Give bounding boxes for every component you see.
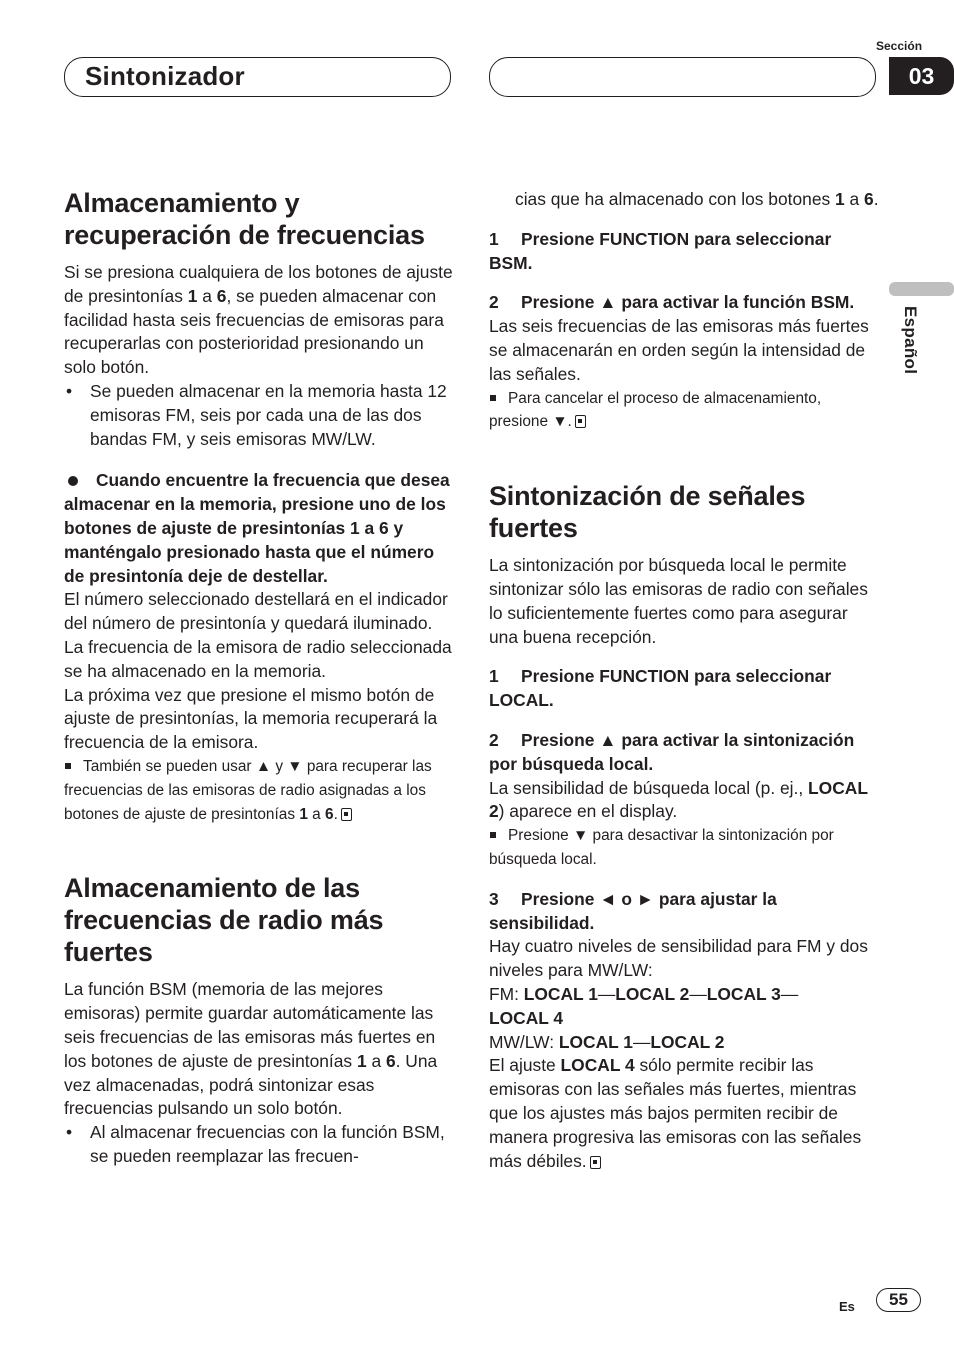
text-bold: LOCAL 1 [523,983,598,1004]
note-square-icon [490,832,496,838]
text-bold: 6 [864,189,874,209]
step-text: Presione ◄ o ► para ajustar la sensibilidad. [489,888,777,933]
step-local-2 [489,729,879,777]
step-text: Presione FUNCTION para seleccionar LOCAL. [489,666,832,711]
text: a [197,285,217,306]
text: MW/LW: [489,1031,559,1052]
step-number: 3 [489,888,499,909]
dash: — [632,1031,651,1052]
section-title-frame [64,57,451,97]
seccion-label: Sección [876,39,923,53]
paragraph: El número seleccionado destellará en el indicador del número de presintonía y quedará iluminado. La frecuencia de la emisora de radio seleccionada se ha almacenado en la memoria. [64,589,452,681]
end-mark-icon [341,808,352,821]
step-dot-icon [68,476,78,486]
text-bold: 6 [325,805,334,823]
intro-paragraph [64,261,454,380]
text-bold: 1 [187,285,198,306]
text: a [366,1050,386,1071]
text: El ajuste [489,1055,561,1076]
text-bold: 1 [835,189,845,209]
note [489,387,879,435]
end-mark-icon [590,1156,601,1169]
dash: — [689,983,707,1004]
end-mark-icon [575,415,586,428]
text-bold: LOCAL 2 [650,1031,725,1052]
note [489,824,879,872]
language-label: Español [901,306,920,375]
dash: — [597,983,616,1004]
mw-levels [489,1031,879,1055]
text-bold: 6 [216,285,227,306]
step-text: Presione ▲ para activar la sintonización por búsqueda local. [489,729,855,774]
step-number: 1 [489,666,499,687]
text: . [873,189,879,209]
text-bold: LOCAL 2 [489,777,868,822]
text: ) aparece en el display. [498,801,678,822]
text: La función BSM (memoria de las mejores emisoras) permite guardar automáticamente las seis frecuencias de las emisoras más fuertes en los botones de ajuste de presintonías [64,979,436,1071]
step-bsm-1 [489,228,879,276]
text-bold: LOCAL 1 [558,1031,633,1052]
step-number: 2 [489,292,499,313]
step-local-3 [489,888,879,936]
text: FM: [489,983,524,1004]
text: . Una vez almacenadas, podrá sintonizar esas frecuencias pulsando un solo botón. [64,1050,438,1119]
spacer [64,826,454,872]
note-square-icon [490,395,496,401]
step-bsm-2 [489,291,879,315]
text: , se pueden almacenar con facilidad hasta seis frecuencias de emisoras para recuperarlas con posterioridad presionando un solo botón. [64,285,444,378]
step-store-frequency [64,469,454,588]
heading-almacenamiento-recuperacion: Almacenamiento y recuperación de frecuencias [64,188,425,250]
paragraph: Las seis frecuencias de las emisoras más fuertes se almacenarán en orden según la intensidad de las señales. [489,316,869,384]
paragraph [64,978,454,1121]
step-text: Presione FUNCTION para seleccionar BSM. [489,228,832,273]
paragraph: Hay cuatro niveles de sensibilidad para FM y dos niveles para MW/LW: [489,936,868,981]
step-local-1 [489,665,879,713]
left-column [64,187,454,1169]
text: a [307,805,325,823]
text-bold: LOCAL 3 [706,983,781,1004]
heading-almacenamiento-bsm: Almacenamiento de las frecuencias de radio más fuertes [64,873,384,968]
text-bold: LOCAL 2 [615,983,690,1004]
text-bold: LOCAL 4 [489,1007,564,1028]
text: . [333,805,338,823]
right-column [489,188,879,1173]
paragraph [489,777,879,825]
paragraph: La próxima vez que presione el mismo botón de ajuste de presintonías, la memoria recuperará la frecuencia de la emisora. [64,684,438,753]
note-square-icon [65,763,71,769]
paragraph [489,1054,879,1173]
text-bold: 1 [356,1050,367,1071]
spacer [489,434,879,480]
text: Para cancelar el proceso de almacenamiento, presione ▼. [489,389,822,431]
step-number: 1 [489,228,499,249]
language-tab [889,282,954,296]
text: a [844,189,865,209]
text-bold: LOCAL 4 [560,1055,635,1076]
text: La sensibilidad de búsqueda local (p. ej., [489,777,809,798]
dash: — [780,983,799,1004]
section-title: Sintonizador [85,61,245,91]
text: cias que ha almacenado con los botones [515,189,836,209]
text: Presione ▼ para desactivar la sintonización por búsqueda local. [489,827,834,868]
continued-bullet [489,188,879,212]
text-bold: 1 [299,805,308,823]
fm-levels [489,983,879,1031]
page-number: 55 [876,1288,921,1312]
text: sólo permite recibir las emisoras con las señales más fuertes, mientras que los ajustes más bajos permiten recibir de manera progresiva las emisoras con las señales más débiles. [489,1055,862,1171]
bullet-item: • Al almacenar frecuencias con la función BSM, se pueden reemplazar las frecuen- [64,1121,454,1169]
step-number: 2 [489,729,499,750]
header-empty-frame [489,57,876,97]
note [64,755,454,826]
paragraph: La sintonización por búsqueda local le permite sintonizar sólo las emisoras de radio con señales lo suficientemente fuertes como para asegurar una buena recepción. [489,555,868,647]
step-text: Presione ▲ para activar la función BSM. [521,292,855,313]
bullet-item: • Se pueden almacenar en la memoria hasta 12 emisoras FM, seis por cada una de las dos bandas FM, y seis emisoras MW/LW. [64,380,454,451]
footer-language-code: Es [839,1299,855,1314]
section-number-badge: 03 [889,57,954,95]
text: También se pueden usar ▲ y ▼ para recuperar las frecuencias de las emisoras de radio asignadas a los botones de ajuste de presintonías [64,757,432,823]
heading-sintonizacion-senales: Sintonización de señales fuertes [489,481,806,544]
text: Si se presiona cualquiera de los botones de ajuste de presintonías [64,262,453,306]
step-text: Cuando encuentre la frecuencia que desea almacenar en la memoria, presione uno de los botones de ajuste de presintonías 1 a 6 y manténgalo presionado hasta que el número de presintonía deje de destellar. [64,470,450,586]
text-bold: 6 [385,1050,396,1071]
